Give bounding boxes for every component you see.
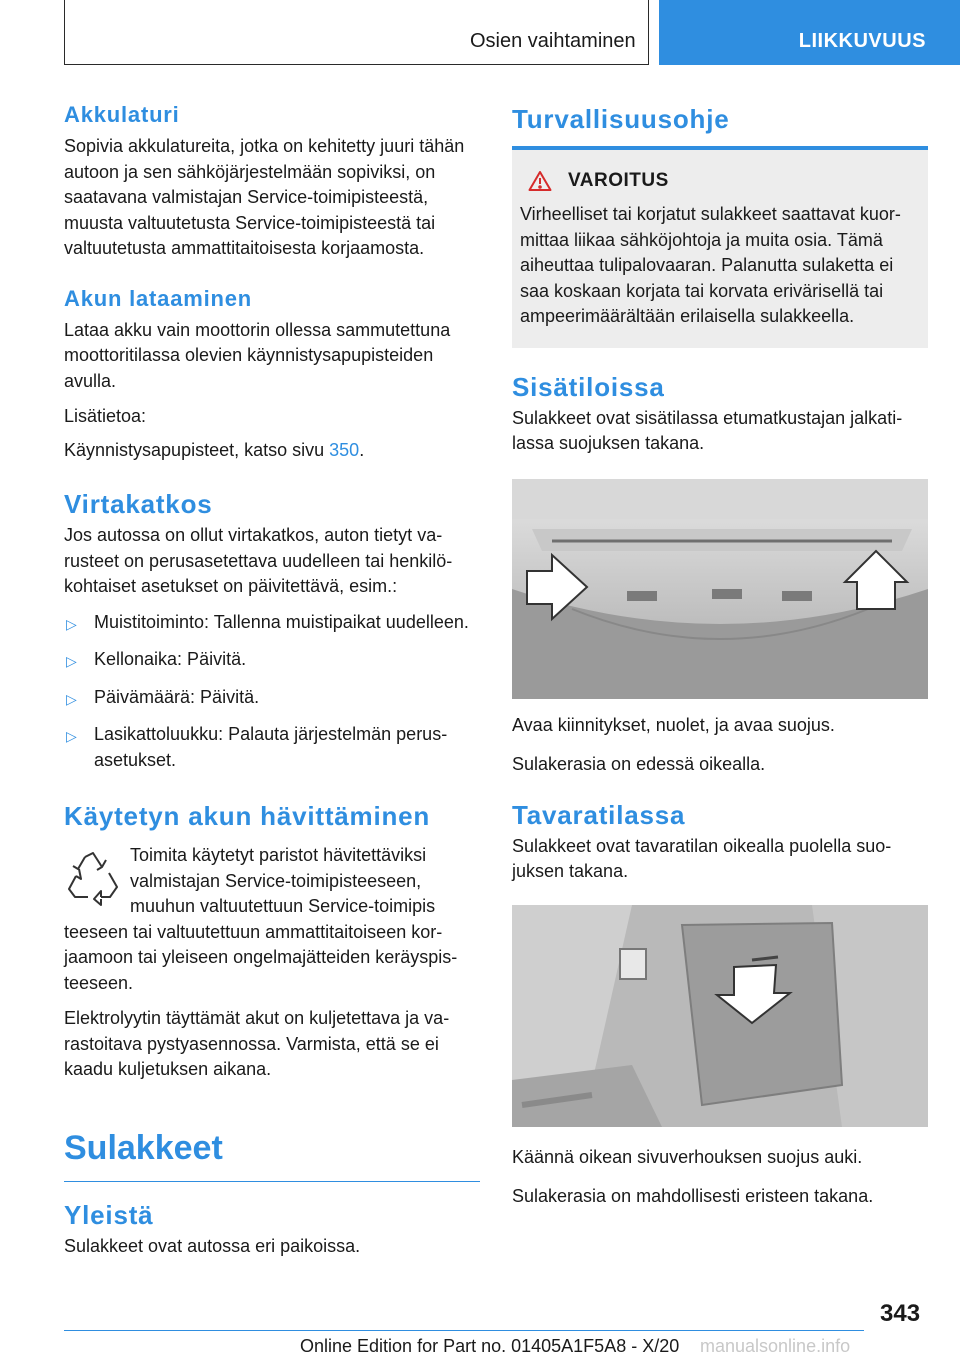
heading-tavaratilassa: Tavaratilassa [512,799,686,830]
watermark: manualsonline.info [700,1336,851,1356]
virtakatkos-text: Jos autossa on ollut virtakatkos, auton tietyt varusteet on perusasetettava uudelleen tai henkilökohtaiset asetukset on päivitettävä, esim.: [64,525,453,596]
heading-kaytetyn-akun-havittaminen: Käytetyn akun hävittäminen [64,801,431,831]
list-item-text: Päivämäärä: Päivitä. [94,686,260,707]
right-column [512,100,928,1210]
lataaminen-reference [64,438,480,464]
tavaratilassa-text: Sulakkeet ovat tavaratilan oikealla puolella suojuksen takana. [512,835,892,881]
havittaminen-text-a: Toimita käytetyt paristot hävitettäviksi valmistajan Service-toimipisteeseen, muuhun valtuutettuun Service-toimipis [130,845,436,916]
reference-text: Käynnistysapupisteet, katso sivu [64,439,330,460]
sisatiloissa-caption-2: Sulakerasia on edessä oikealla. [512,754,766,774]
tavaratilassa-caption-2: Sulakerasia on mahdollisesti eristeen takana. [512,1186,874,1206]
list-item [64,685,480,711]
lataaminen-text: Lataa akku vain moottorin ollessa sammutettuna moottoritilassa olevien käynnistysapupisteiden avulla. [64,319,451,391]
sisatiloissa-caption-1: Avaa kiinnitykset, nuolet, ja avaa suojus. [512,714,835,735]
tavaratilassa-caption-1: Käännä oikean sivuverhouksen suojus auki. [512,1146,863,1167]
bullet-triangle-icon: ▷ [66,653,77,669]
footwell-cover-photo [512,479,928,699]
bullet-triangle-icon: ▷ [66,728,77,744]
heading-virtakatkos: Virtakatkos [64,489,213,519]
yleista-text: Sulakkeet ovat autossa eri paikoissa. [64,1235,361,1256]
trunk-cover-photo [512,905,928,1127]
left-column [64,100,480,1259]
header-chapter-label: LIIKKUVUUS [798,30,926,52]
chapter-title-sulakkeet: Sulakkeet [64,1127,480,1182]
list-item-text: Kellonaika: Päivitä. [94,649,247,669]
recycle-icon [64,849,122,907]
page-number: 343 [880,1300,921,1327]
recycle-block [64,843,480,920]
reference-end: . [359,439,365,460]
lataaminen-info-label: Lisätietoa: [64,406,147,426]
warning-header [528,170,920,192]
list-item [64,722,480,773]
warning-box [512,150,928,348]
akkulaturi-text: Sopivia akkulatureita, jotka on kehitetty juuri tähän autoon ja sen sähköjärjestelmään sopiviksi, on saatavana valmistajan Service-toimipisteestä, muusta valtuutetusta Service-toimipisteestä tai valtuutetusta ammattitaitoisesta korjaamosta. [64,136,465,258]
bullet-triangle-icon: ▷ [66,615,77,632]
header-chapter-tab [659,0,960,65]
warning-title: VAROITUS [568,170,669,191]
virtakatkos-list [64,610,480,774]
heading-sisatiloissa: Sisätiloissa [512,371,665,402]
list-item [64,647,480,673]
warning-text: Virheelliset tai korjatut sulakkeet saattavat kuormittaa liikaa sähköjohtoja ja muita osia. Tämä aiheuttaa tulipalovaaran. Palanutta sulaketta ei saa koskaan korjata tai korvata erivärisellä tai ampeerimäärältään erilaisella sulakkeella. [520,204,901,326]
havittaminen-text-b: teeseen tai valtuutettuun ammattitaitoiseen korjaamoon tai yleiseen ongelmajätteiden keräyspisteeseen. [64,921,458,993]
heading-akkulaturi: Akkulaturi [64,102,180,127]
heading-akun-lataaminen: Akun lataaminen [64,285,253,311]
heading-turvallisuusohje: Turvallisuusohje [512,104,730,134]
warning-triangle-icon [528,170,552,192]
list-item-text: Muistitoiminto: Tallenna muistipaikat uudelleen. [94,611,469,632]
footer-edition: Online Edition for Part no. 01405A1F5A8 - X/20 [300,1336,680,1356]
list-item-text: Lasikattoluukku: Palauta järjestelmän perusasetukset. [94,724,448,770]
page-link-350[interactable]: 350 [329,439,360,460]
footer-rule [64,1330,864,1331]
list-item [64,610,480,636]
sisatiloissa-text: Sulakkeet ovat sisätilassa etumatkustajan jalkatilassa suojuksen takana. [512,407,903,453]
header-section-title: Osien vaihtaminen [470,30,636,52]
heading-yleista: Yleistä [64,1199,154,1230]
bullet-triangle-icon: ▷ [66,690,77,707]
havittaminen-text-c: Elektrolyytin täyttämät akut on kuljetettava ja varastoitava pystyasennossa. Varmista, että se ei kaadu kuljetuksen aikana. [64,1008,450,1079]
